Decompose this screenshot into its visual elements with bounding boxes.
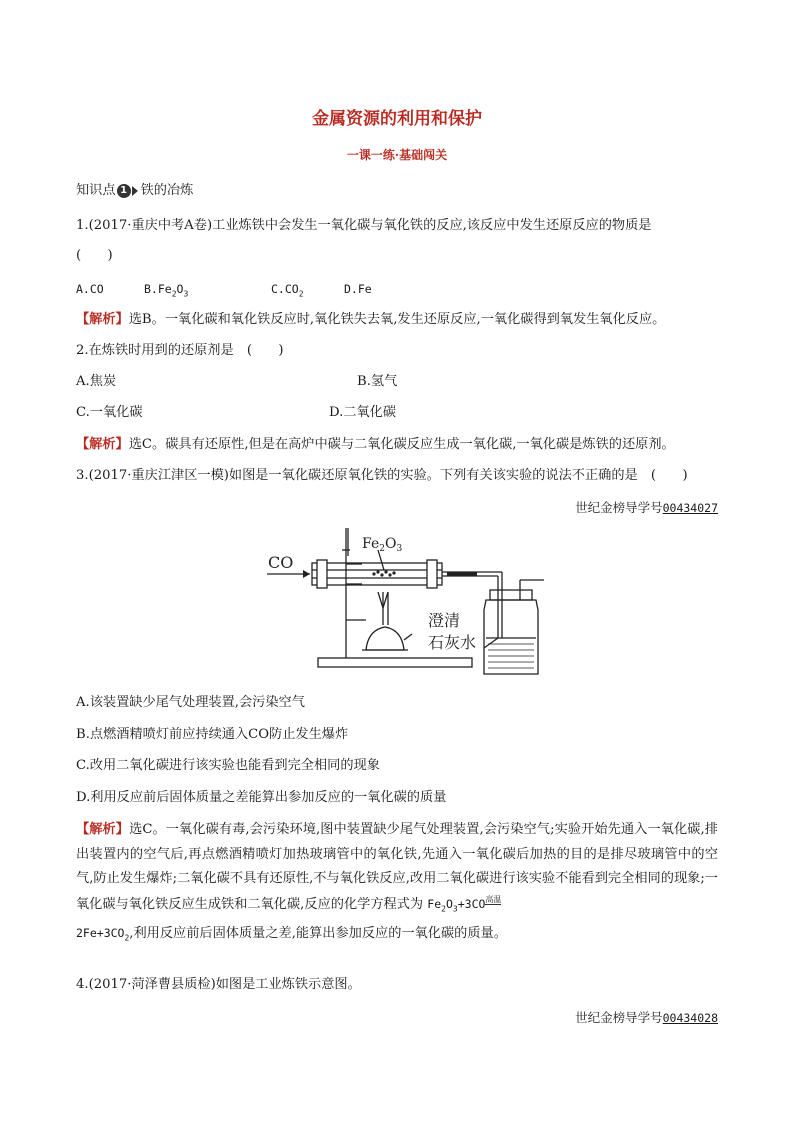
page-title: 金属资源的利用和保护: [312, 109, 482, 129]
analysis-label: 【解析】: [76, 822, 130, 837]
q2-option-c: C.一氧化碳: [76, 405, 143, 420]
page-subtitle: 一课一练·基础闯关: [346, 148, 448, 162]
rubber-tube: [447, 572, 477, 576]
q3-stem: 3.(2017·重庆江津区一模)如图是一氧化碳还原氧化铁的实验。下列有关该实验的说法不正确的是 ( ): [76, 468, 688, 483]
q4-stem: 4.(2017·菏泽曹县质检)如图是工业炼铁示意图。: [76, 977, 361, 992]
knowledge-point-topic: 铁的冶炼: [140, 183, 194, 198]
q1-stem: 1.(2017·重庆中考A卷)工业炼铁中会发生一氧化碳与氧化铁的反应,该反应中发生还原反应的物质是: [76, 218, 652, 233]
chemical-equation: $Fe_2O_3+3CO$高温 $2Fe+3CO_2$: [76, 894, 502, 943]
limewater-hatch: [488, 644, 534, 668]
q3-guide-number: 世纪金榜导学号00434027: [575, 500, 718, 515]
spirit-burner: [366, 627, 404, 650]
q1-option-a: A.CO: [76, 282, 104, 296]
left-stopper: [317, 560, 327, 588]
q3-option-d: D.利用反应前后固体质量之差能算出参加反应的一氧化碳的质量: [76, 790, 447, 805]
q2-option-b: B.氢气: [357, 374, 398, 389]
gas-washing-bottle: [484, 600, 538, 674]
reaction-condition: 高温: [485, 894, 502, 904]
q2-option-a: A.焦炭: [76, 374, 117, 389]
q1-option-b: $B.Fe_2O_3$: [144, 282, 189, 299]
q3-option-a: A.该装置缺少尾气处理装置,会污染空气: [76, 695, 305, 710]
q3-option-b: B.点燃酒精喷灯前应持续通入CO防止发生爆炸: [76, 727, 349, 742]
q1-option-c: $C.CO_2$: [271, 282, 304, 299]
stand-base: [318, 658, 472, 667]
bottle-cap: [490, 590, 532, 600]
co-label: CO: [268, 553, 294, 572]
fe2o3-powder: [372, 570, 395, 576]
q2-analysis: 【解析】选C。碳具有还原性,但是在高炉中碳与二氧化碳反应生成一氧化碳,一氧化碳是炼铁的还原剂。: [76, 437, 675, 452]
analysis-label: 【解析】: [76, 437, 129, 452]
fe2o3-label: $Fe_2O_3$: [362, 536, 403, 554]
q3-analysis: 【解析】选C。一氧化碳有毒,会污染环境,图中装置缺少尾气处理装置,会污染空气;实验开始先通入一氧化碳,排出装置内的空气后,再点燃酒精喷灯加热玻璃管中的氧化铁,先通入一氧化碳后加热的目的是排尽玻璃管中的空气,防止发生爆炸;二氧化碳不具有还原性,不与氧化铁反应,改用二氧化碳进行该实验不能看到完全相同的现象;一氧化碳与氧化铁反应生成铁和二氧化碳,反应的化学方程式为 $Fe_2O_3+3CO$高温 $2Fe+3CO_2$,利用反应前后固体质量之差,能算出参加反应的一氧化碳的质量。: [76, 822, 718, 943]
q2-option-d: D.二氧化碳: [329, 405, 397, 420]
knowledge-point-number-badge: 1: [117, 184, 131, 198]
knowledge-point-prefix: 知识点: [76, 183, 116, 198]
arrow-icon: [303, 570, 310, 578]
glass-tube: [312, 563, 442, 585]
q1-analysis: 【解析】选B。一氧化碳和氧化铁反应时,氧化铁失去氧,发生还原反应,一氧化碳得到氧发生氧化反应。: [76, 312, 666, 327]
limewater-label-line2: 石灰水: [428, 633, 477, 652]
experiment-figure: [262, 520, 554, 685]
q1-blank: ( ): [76, 248, 113, 263]
right-stopper: [427, 560, 437, 588]
limewater-label-line1: 澄清: [428, 611, 461, 630]
q2-stem: 2.在炼铁时用到的还原剂是 ( ): [76, 343, 284, 358]
knowledge-point-heading: [76, 182, 193, 200]
q4-guide-number: 世纪金榜导学号00434028: [575, 1010, 718, 1025]
q3-option-c: C.改用二氧化碳进行该实验也能看到完全相同的现象: [76, 758, 380, 773]
arrow-icon: [132, 186, 138, 196]
q1-option-d: D.Fe: [344, 282, 372, 296]
analysis-label: 【解析】: [76, 312, 129, 327]
